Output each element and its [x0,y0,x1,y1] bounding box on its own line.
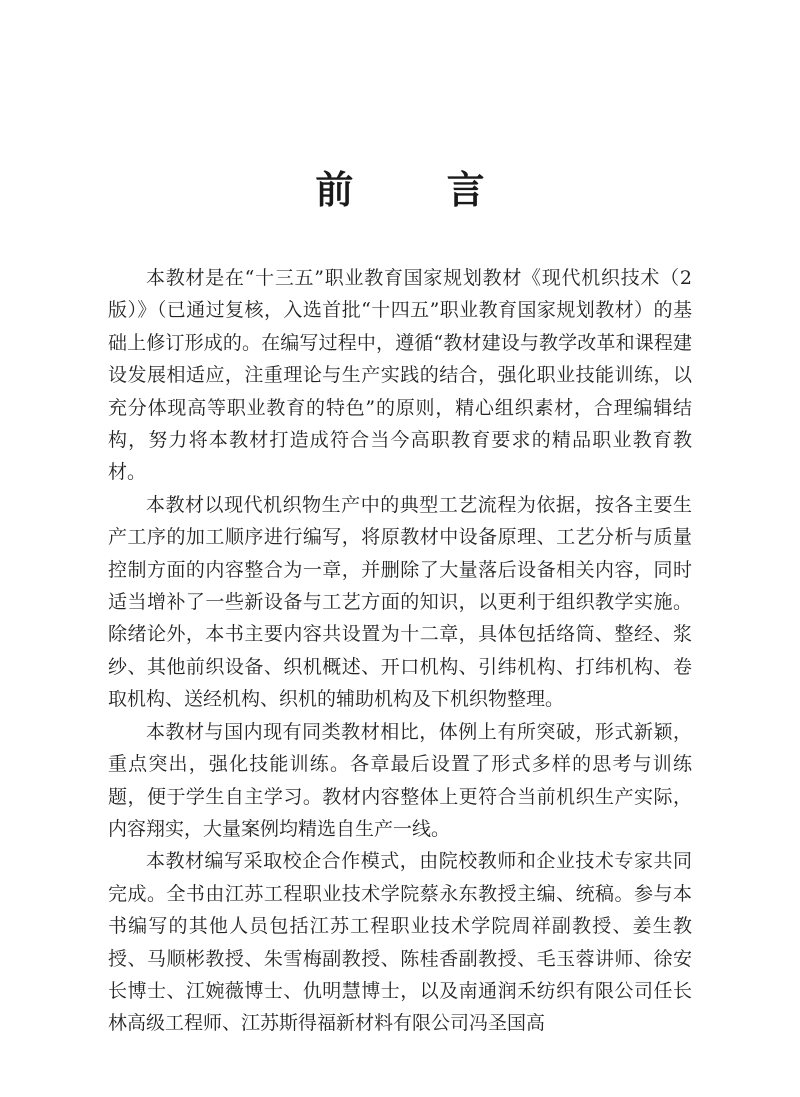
preface-body [108,262,692,1040]
paragraph-2: 本教材以现代机织物生产中的典型工艺流程为依据，按各主要生产工序的加工顺序进行编写，将原教材中设备原理、工艺分析与质量控制方面的内容整合为一章，并删除了大量落后设备相关内容，同时适当增补了一些新设备与工艺方面的知识，以更利于组织教学实施。除绪论外，本书主要内容共设置为十二章，具体包括络筒、整经、浆纱、其他前织设备、织机概述、开口机构、引纬机构、打纬机构、卷取机构、送经机构、织机的辅助机构及下机织物整理。 [108,493,692,711]
page-title: 前 言 [315,168,525,212]
paragraph-1: 本教材是在“十三五”职业教育国家规划教材《现代机织技术（2版）》（已通过复核，入选首批“十四五”职业教育国家规划教材）的基础上修订形成的。在编写过程中，遵循“教材建设与教学改革和课程建设发展相适应，注重理论与生产实践的结合，强化职业技能训练，以充分体现高等职业教育的特色”的原则，精心组织素材，合理编辑结构，努力将本教材打造成符合当今高职教育要求的精品职业教育教材。 [108,267,692,484]
paragraph-3: 本教材与国内现有同类教材相比，体例上有所突破，形式新颖，重点突出，强化技能训练。各章最后设置了形式多样的思考与训练题，便于学生自主学习。教材内容整体上更符合当前机织生产实际，内容翔实，大量案例均精选自生产一线。 [108,720,692,840]
paragraph-4: 本教材编写采取校企合作模式，由院校教师和企业技术专家共同完成。全书由江苏工程职业技术学院蔡永东教授主编、统稿。参与本书编写的其他人员包括江苏工程职业技术学院周祥副教授、姜生教授、马顺彬教授、朱雪梅副教授、陈桂香副教授、毛玉蓉讲师、徐安长博士、江婉薇博士、仇明慧博士，以及南通润禾纺织有限公司任长林高级工程师、江苏斯得福新材料有限公司冯圣国高 [108,850,692,1035]
